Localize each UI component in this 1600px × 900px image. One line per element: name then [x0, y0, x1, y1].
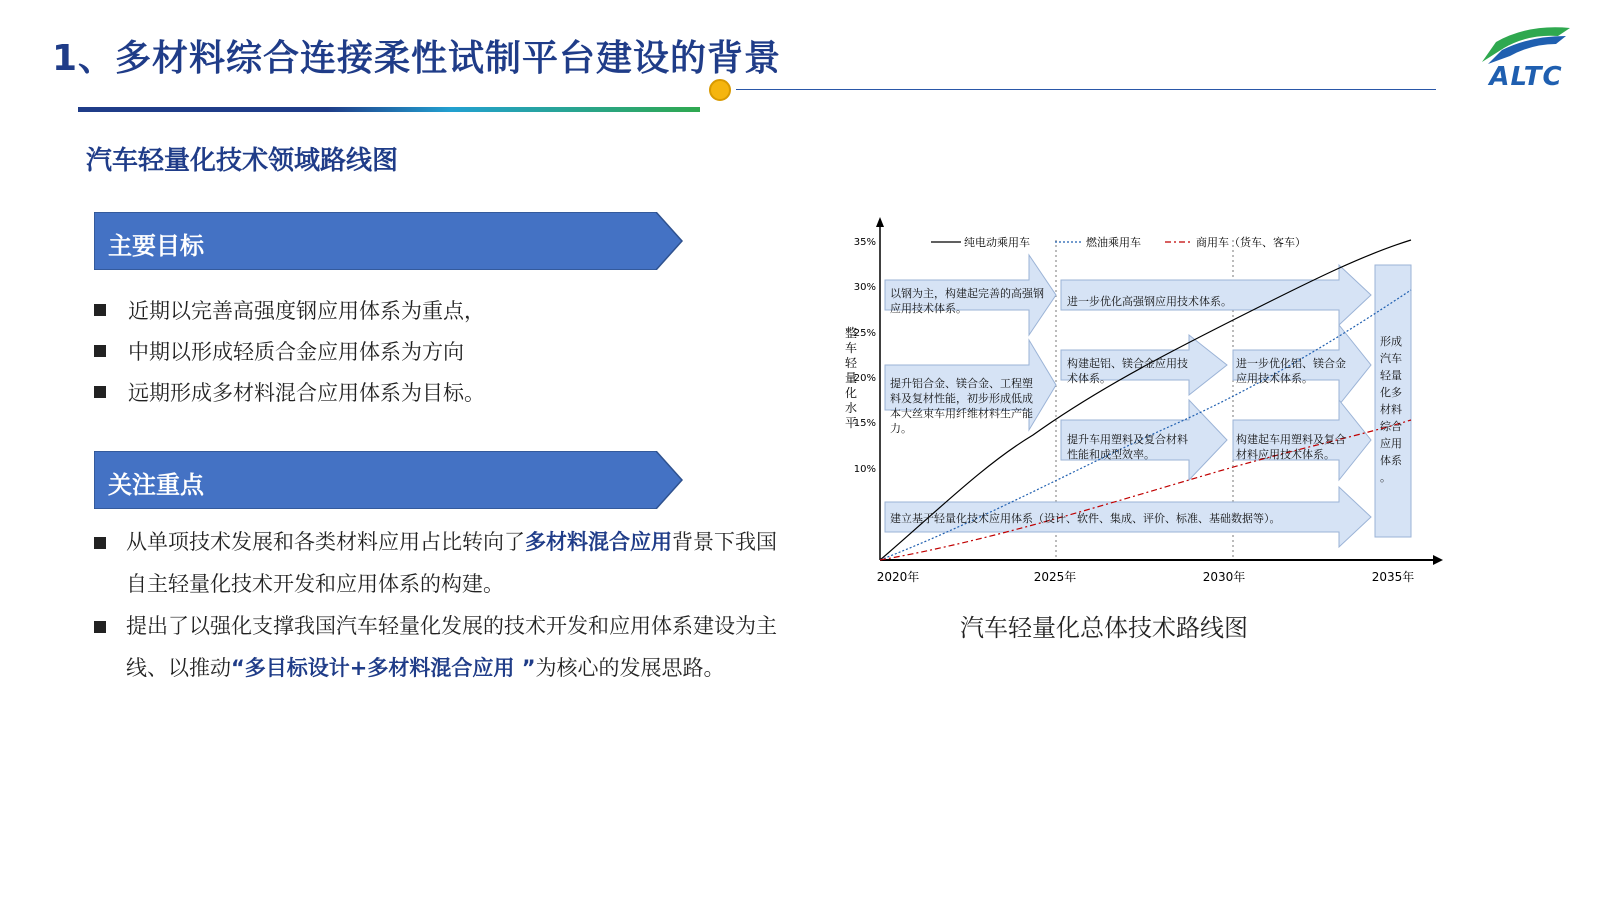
focus-text: 背景下我国自主轻量化技术开发和应用体系的构建。 [126, 530, 777, 596]
roadmap-annotation: 建立基于轻量化技术应用体系（设计、软件、集成、评价、标准、基础数据等）。 [890, 512, 1281, 525]
goal-text: 近期以完善高强度钢应用体系为重点， [128, 299, 485, 323]
goals-banner [94, 212, 694, 270]
y-axis-label-group [845, 325, 858, 430]
title-underline [78, 107, 700, 112]
focus-text: 从单项技术发展和各类材料应用占比转向了 [126, 530, 525, 554]
altc-logo [1478, 22, 1574, 92]
roadmap-annotation: 构建起铝、镁合金应用技术体系。 [1067, 357, 1188, 385]
goal-text: 中期以形成轻质合金应用体系为方向 [128, 340, 464, 364]
y-tick: 15% [853, 418, 876, 429]
focus-text: 为核心的发展思路。 [535, 656, 725, 680]
x-tick: 2035年 [1371, 570, 1415, 584]
focus-heading: 关注重点 [108, 471, 204, 499]
x-tick: 2030年 [1202, 570, 1246, 584]
roadmap-final-text: 形成汽车轻量化多材料综合应用体系。 [1380, 335, 1402, 484]
logo-car-icon [1478, 22, 1574, 66]
roadmap-annotation: 提升车用塑料及复合材料性能和成型效率。 [1067, 433, 1188, 461]
roadmap-annotation: 提升铝合金、镁合金、工程塑料及复材性能，初步形成低成本大丝束车用纤维材料生产能力。 [890, 377, 1033, 435]
roadmap-svg [843, 215, 1473, 605]
x-tick: 2020年 [876, 570, 920, 584]
focus-highlight: “多目标设计+多材料混合应用 ” [231, 656, 536, 680]
focus-item [94, 521, 794, 605]
bullet-square-icon [94, 345, 106, 357]
focus-list [94, 521, 794, 689]
focus-highlight: 多材料混合应用 [525, 530, 672, 554]
roadmap-chart [843, 215, 1473, 605]
roadmap-annotation: 进一步优化高强钢应用技术体系。 [1067, 295, 1232, 308]
y-tick: 35% [853, 237, 876, 248]
legend-label: 燃油乘用车 [1086, 236, 1141, 249]
goal-item [94, 377, 485, 407]
legend-label: 纯电动乘用车 [964, 236, 1030, 249]
chart-caption: 汽车轻量化总体技术路线图 [960, 614, 1248, 642]
y-tick: 30% [853, 282, 876, 293]
bullet-square-icon [94, 621, 106, 633]
y-tick: 10% [853, 464, 876, 475]
bullet-square-icon [94, 304, 106, 316]
title-rule-dot [709, 79, 731, 101]
roadmap-annotation: 以钢为主，构建起完善的高强钢应用技术体系。 [890, 287, 1044, 315]
x-axis-arrow-icon [1433, 555, 1443, 565]
bullet-square-icon [94, 386, 106, 398]
x-tick: 2025年 [1033, 570, 1077, 584]
roadmap-annotation: 构建起车用塑料及复合材料应用技术体系。 [1236, 433, 1346, 461]
goals-heading: 主要目标 [108, 232, 204, 260]
section-subtitle: 汽车轻量化技术领域路线图 [86, 146, 399, 176]
legend-label: 商用车（货车、客车） [1196, 236, 1306, 249]
y-tick: 20% [853, 373, 876, 384]
logo-text: ALTC [1489, 62, 1563, 92]
roadmap-annotation: 进一步优化铝、镁合金应用技术体系。 [1236, 357, 1346, 385]
focus-banner [94, 451, 694, 509]
roadmap-final-box [1375, 265, 1411, 537]
goal-text: 远期形成多材料混合应用体系为目标。 [128, 381, 485, 405]
focus-item [94, 605, 794, 689]
y-axis-label-text: 整车轻量化水平 [845, 326, 858, 430]
bullet-square-icon [94, 537, 106, 549]
y-tick: 25% [853, 328, 876, 339]
focus-text: 提出了以强化支撑我国汽车轻量化发展的技术开发和应用体系建设为主线、以推动 [126, 614, 777, 680]
title-rule-line [736, 89, 1436, 90]
goal-item [94, 295, 485, 325]
slide-title: 1、多材料综合连接柔性试制平台建设的背景 [52, 38, 782, 79]
goal-item [94, 336, 464, 366]
y-axis-arrow-icon [876, 217, 884, 227]
